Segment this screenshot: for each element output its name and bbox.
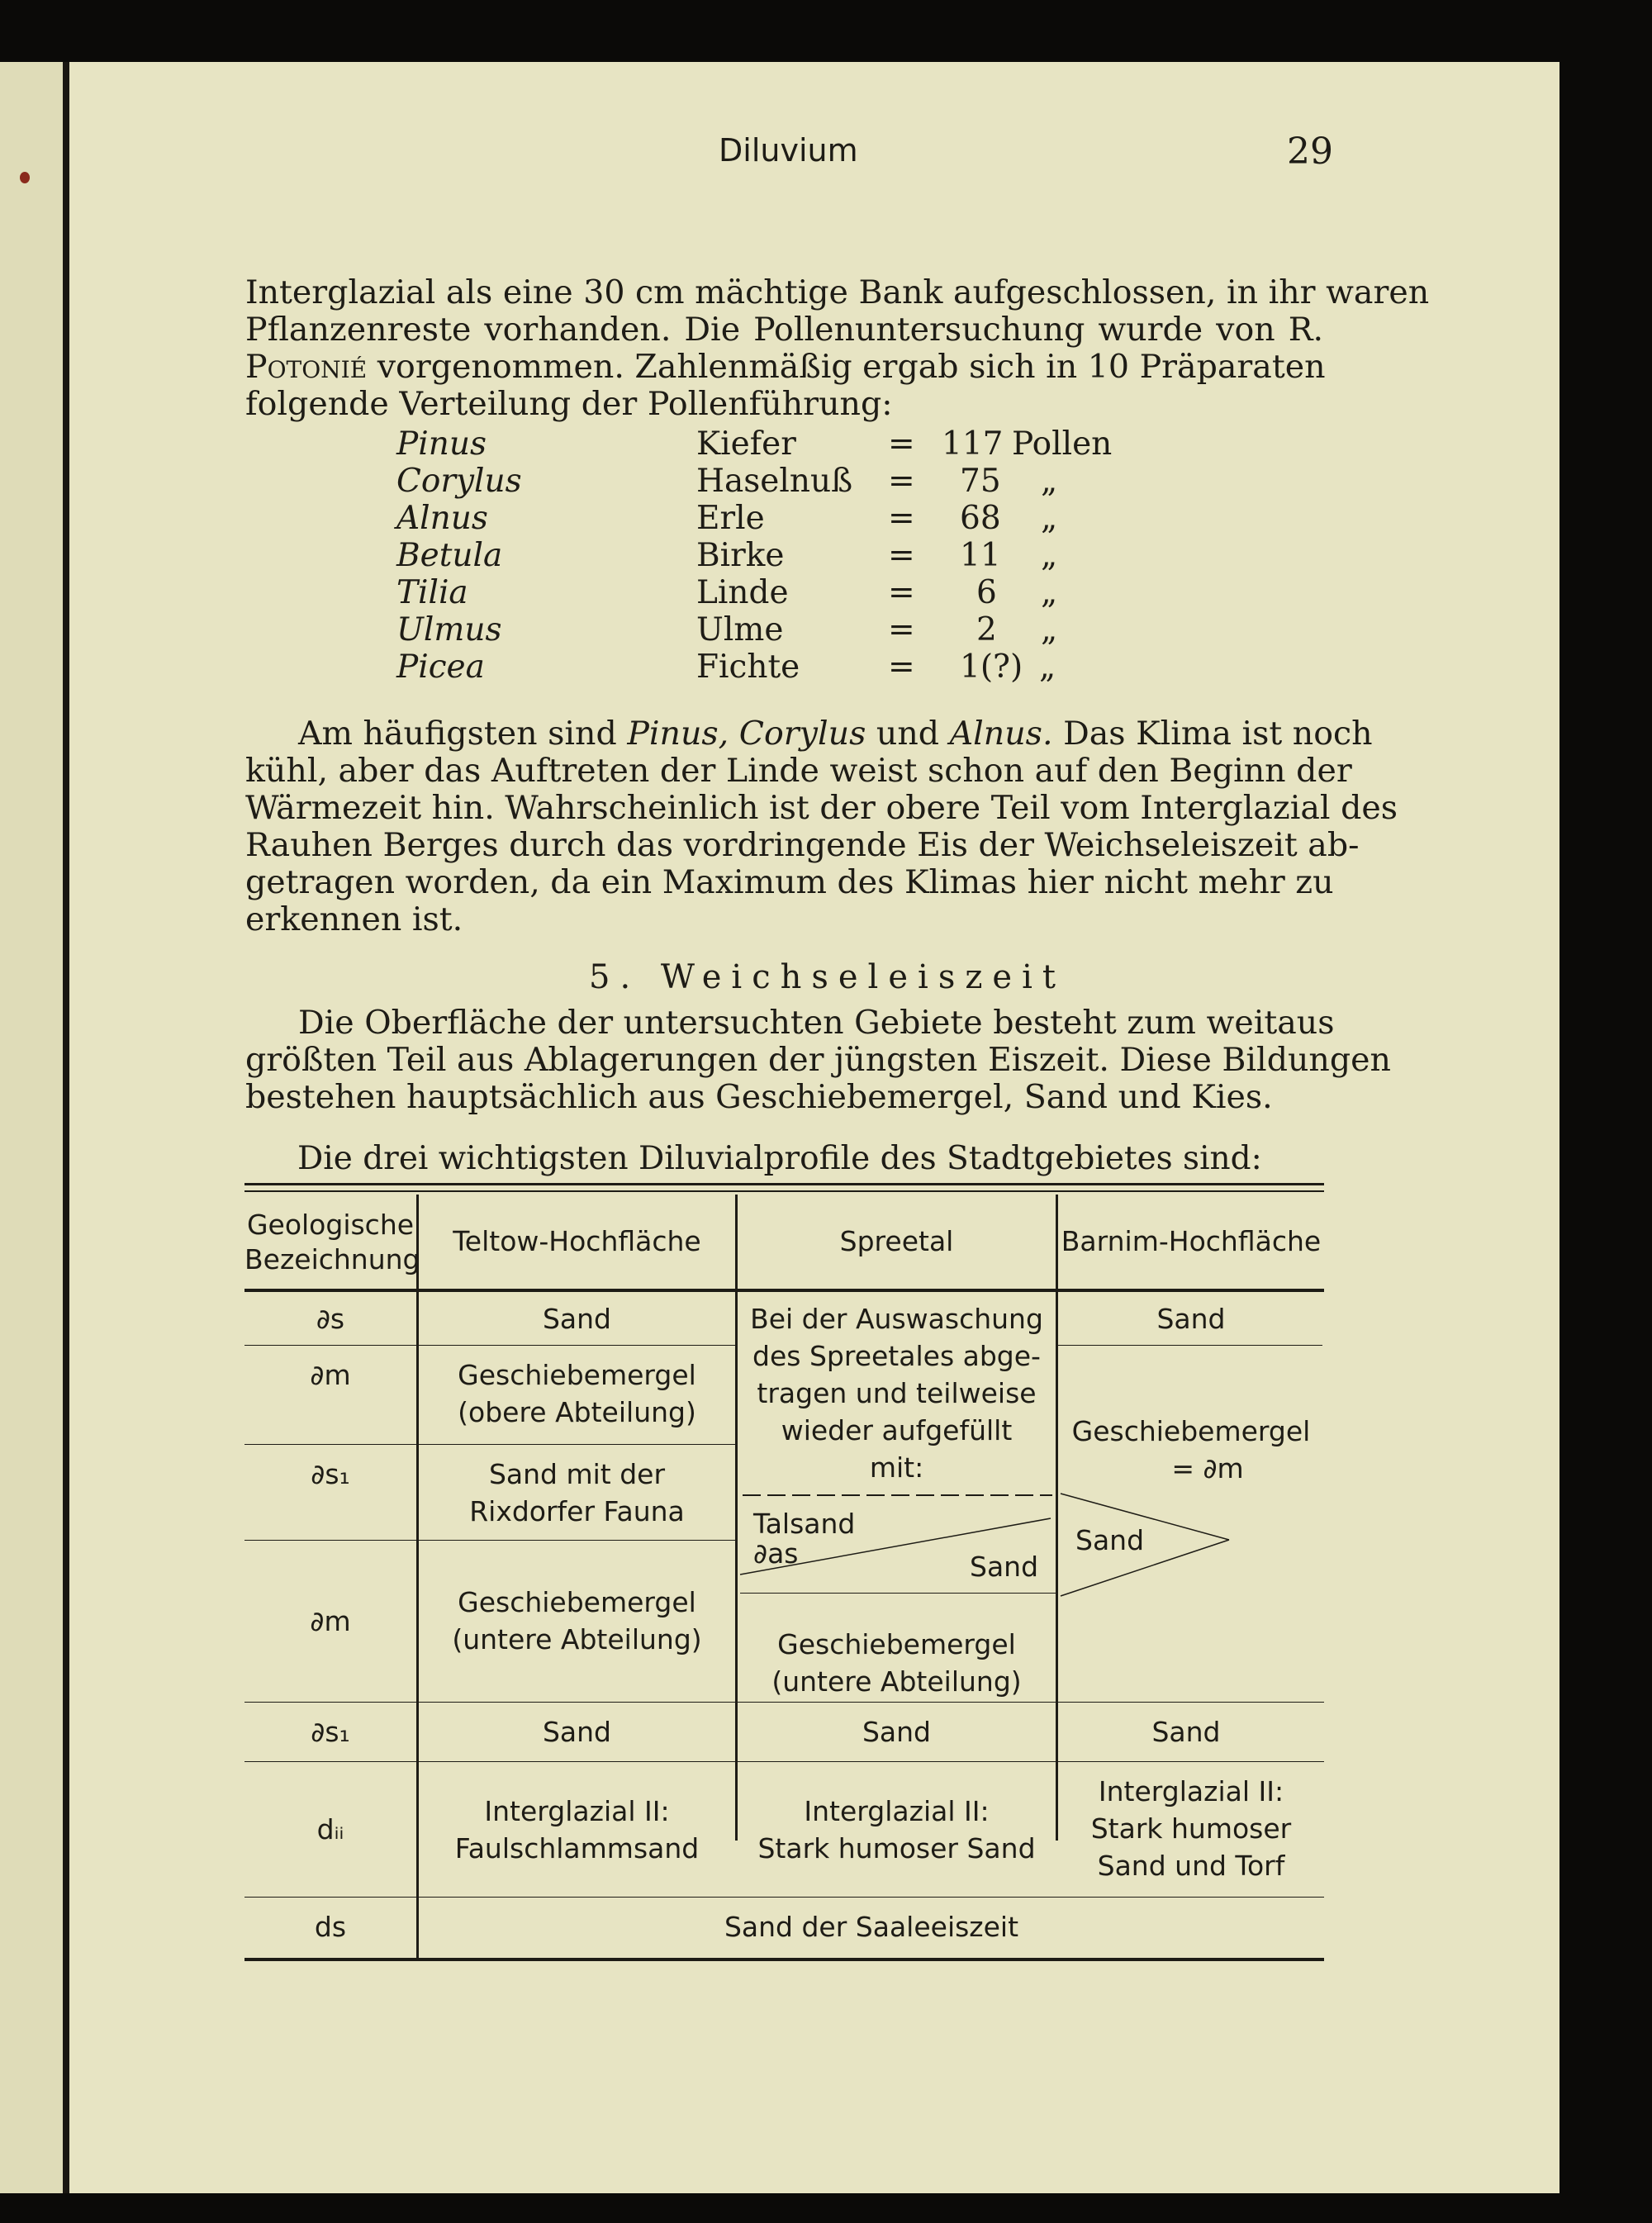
bottom-row-sand: Sand der Saaleeiszeit	[724, 1911, 1019, 1943]
pollen-count: 11	[960, 537, 1001, 574]
german-name: Haselnuß	[696, 463, 853, 500]
teltow-cell: Sand	[542, 1303, 612, 1335]
text-line: folgende Verteilung der Pollenführung:	[245, 385, 893, 423]
barnim-cell: Geschiebemergel	[1071, 1415, 1311, 1447]
text-line: getragen worden, da ein Maximum des Klimas hier nicht mehr zu	[245, 863, 1334, 901]
pollen-count: 68	[960, 500, 1001, 537]
barnim-cell: = ∂m	[1171, 1452, 1244, 1484]
teltow-cell: Geschiebemergel	[458, 1586, 696, 1618]
pollen-count: 2	[976, 611, 997, 648]
pollen-unit: Pollen	[1012, 425, 1113, 463]
text-line: Wärmezeit hin. Wahrscheinlich ist der obere Teil vom Interglazial des	[245, 789, 1398, 827]
geo-symbol: ∂s₁	[311, 1716, 350, 1748]
german-name: Birke	[696, 537, 785, 574]
geo-symbol: ∂m	[310, 1605, 351, 1637]
spreetal-cell: (untere Abteilung)	[771, 1665, 1022, 1698]
profile-table	[244, 1183, 1324, 1961]
author-name: Potonié	[245, 348, 368, 386]
equals-sign: =	[888, 537, 915, 574]
latin-name: Betula	[396, 537, 503, 574]
geo-symbol: ∂s	[316, 1303, 345, 1335]
latin-name: Pinus	[396, 425, 487, 463]
equals-sign: =	[888, 574, 915, 611]
paragraph-1	[245, 273, 1430, 423]
teltow-cell: Geschiebemergel	[458, 1359, 696, 1391]
pollen-unit: „	[1041, 500, 1058, 537]
german-name: Erle	[696, 500, 765, 537]
latin-name: Corylus	[738, 715, 866, 753]
header-barnim: Barnim-Hochfläche	[1061, 1225, 1322, 1257]
geo-symbol: dᵢᵢ	[316, 1813, 344, 1845]
equals-sign: =	[888, 500, 915, 537]
german-name: Kiefer	[696, 425, 796, 463]
barnim-sand-wedge: Sand	[1075, 1524, 1145, 1556]
geo-symbol: ds	[314, 1911, 347, 1943]
latin-name: Alnus.	[949, 715, 1053, 753]
running-header: Diluvium	[719, 132, 858, 169]
geo-symbol: ∂s₁	[311, 1458, 350, 1490]
text-line	[245, 715, 1373, 753]
pollen-unit: „	[1041, 611, 1058, 648]
text-fragment: vorgenommen. Zahlenmäßig ergab sich in 10 Präparaten	[377, 348, 1326, 386]
spreetal-talsand: Talsand	[753, 1508, 856, 1540]
text-line: Rauhen Berges durch das vordringende Eis der Weichseleiszeit ab-	[245, 826, 1360, 864]
left-page-edge	[0, 62, 68, 2193]
latin-name: Pinus,	[627, 715, 729, 753]
german-name: Fichte	[696, 648, 800, 686]
spreetal-das: ∂as	[753, 1537, 799, 1570]
barnim-cell: Stark humoser	[1090, 1812, 1292, 1845]
section-heading: 5. Weichseleiszeit	[589, 958, 1066, 996]
spreetal-cell: wieder aufgefüllt	[781, 1414, 1013, 1446]
teltow-cell: (untere Abteilung)	[452, 1623, 702, 1655]
pollen-unit: „	[1039, 648, 1056, 686]
pollen-count: 117	[942, 425, 1004, 463]
page-number: 29	[1287, 131, 1333, 173]
german-name: Linde	[696, 574, 789, 611]
equals-sign: =	[888, 611, 915, 648]
teltow-cell: (obere Abteilung)	[458, 1396, 696, 1428]
text-line: kühl, aber das Auftreten der Linde weist schon auf den Beginn der	[245, 752, 1352, 790]
pollen-unit: „	[1041, 463, 1058, 500]
text-line: Interglazial als eine 30 cm mächtige Bank aufgeschlossen, in ihr waren	[245, 273, 1430, 311]
spreetal-cell: des Spreetales abge-	[752, 1340, 1041, 1372]
spreetal-cell: Sand	[862, 1716, 932, 1748]
pollen-count: 75	[960, 463, 1001, 500]
spreetal-cell: tragen und teilweise	[757, 1377, 1037, 1409]
spreetal-cell: Stark humoser Sand	[757, 1832, 1036, 1864]
table-intro: Die drei wichtigsten Diluvialprofile des Stadtgebietes sind:	[297, 1140, 1262, 1177]
pollen-unit: „	[1041, 537, 1058, 574]
equals-sign: =	[888, 648, 915, 686]
text-fragment: und	[876, 715, 940, 753]
header-geologische	[244, 1208, 420, 1277]
header-teltow: Teltow-Hochfläche	[453, 1225, 701, 1257]
teltow-cell: Rixdorfer Fauna	[469, 1495, 685, 1527]
pollen-count: 6	[976, 574, 997, 611]
pollen-unit: „	[1041, 574, 1058, 611]
barnim-cell: Sand und Torf	[1097, 1850, 1285, 1882]
spreetal-sand: Sand	[970, 1551, 1039, 1583]
paragraph-2	[245, 715, 1398, 938]
header-spreetal: Spreetal	[839, 1225, 954, 1257]
text-line: größten Teil aus Ablagerungen der jüngsten Eiszeit. Diese Bildungen	[245, 1041, 1391, 1079]
text-line: erkennen ist.	[245, 900, 463, 938]
german-name: Ulme	[696, 611, 784, 648]
barnim-cell: Sand	[1151, 1716, 1221, 1748]
spreetal-cell: Geschiebemergel	[777, 1628, 1016, 1660]
text-line: bestehen hauptsächlich aus Geschiebemergel, Sand und Kies.	[245, 1078, 1273, 1116]
barnim-cell: Interglazial II:	[1098, 1775, 1284, 1807]
teltow-cell: Sand	[542, 1716, 612, 1748]
pollen-count: 1(?)	[960, 648, 1023, 686]
barnim-cell: Sand	[1156, 1303, 1226, 1335]
latin-name: Ulmus	[396, 611, 502, 648]
teltow-cell: Sand mit der	[488, 1458, 666, 1490]
paragraph-3	[245, 1004, 1391, 1116]
spreetal-cell: mit:	[869, 1451, 924, 1484]
spreetal-cell: Bei der Auswaschung	[750, 1303, 1043, 1335]
text-fragment: Am häufigsten sind	[298, 715, 617, 753]
spreetal-cell: Interglazial II:	[804, 1795, 990, 1827]
text-fragment: Das Klima ist noch	[1063, 715, 1373, 753]
equals-sign: =	[888, 463, 915, 500]
text-line: Die Oberfläche der untersuchten Gebiete besteht zum weitaus	[298, 1004, 1335, 1042]
header-label: Geologische Bezeichnung	[244, 1209, 420, 1275]
geo-symbol: ∂m	[310, 1359, 351, 1391]
latin-name: Corylus	[396, 463, 522, 500]
red-dot-mark	[20, 172, 30, 183]
latin-name: Picea	[396, 648, 485, 686]
latin-name: Alnus	[396, 500, 488, 537]
teltow-cell: Interglazial II:	[484, 1795, 670, 1827]
teltow-cell: Faulschlammsand	[454, 1832, 700, 1864]
latin-name: Tilia	[396, 574, 468, 611]
equals-sign: =	[888, 425, 915, 463]
text-line	[245, 348, 1326, 386]
text-line: Pflanzenreste vorhanden. Die Pollenuntersuchung wurde von R.	[245, 311, 1323, 349]
